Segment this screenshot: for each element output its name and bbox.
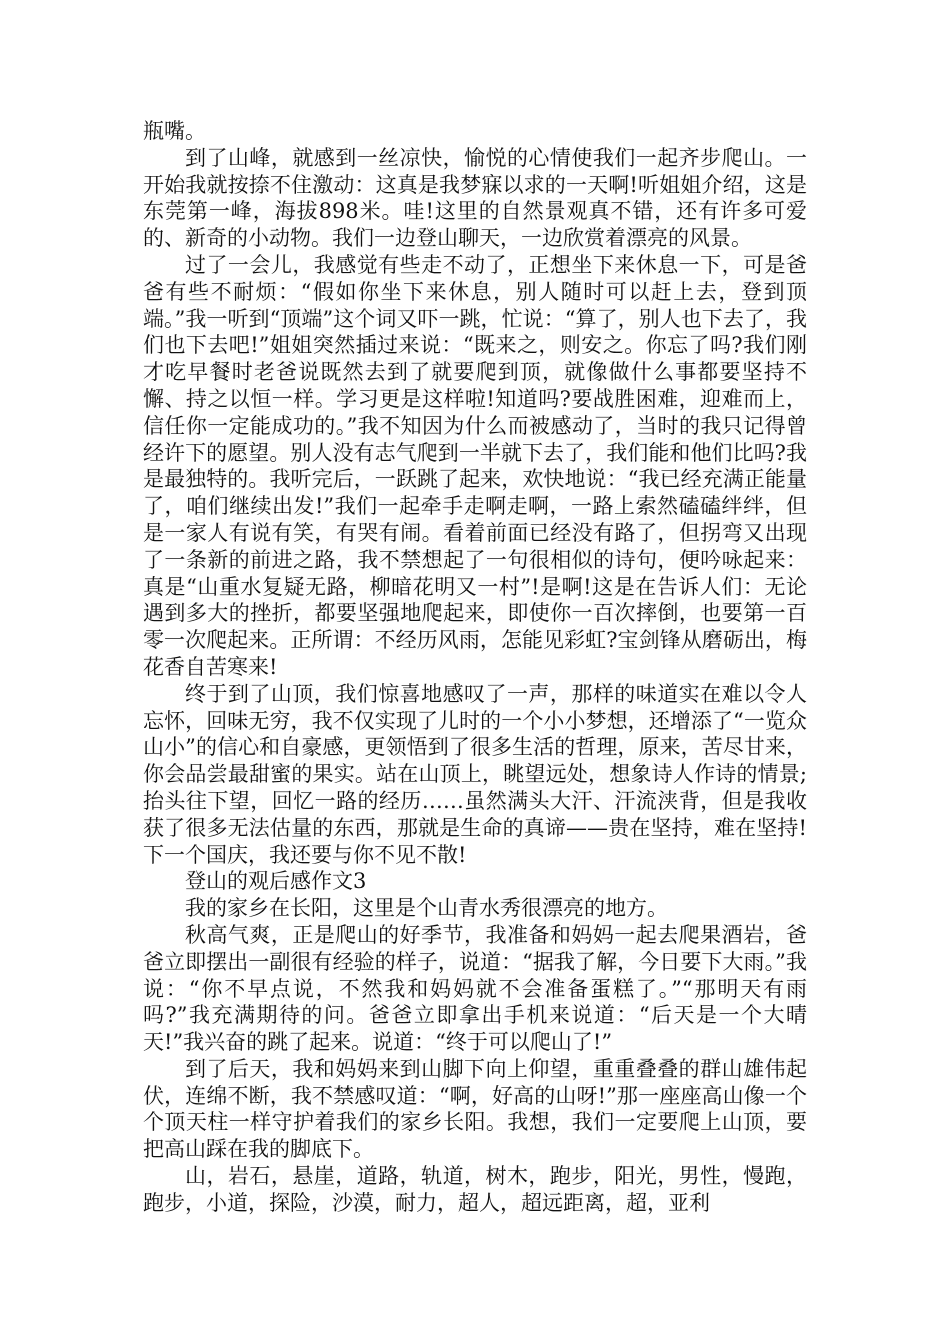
paragraph-2: 到了山峰，就感到一丝凉快，愉悦的心情使我们一起齐步爬山。一开始我就按捺不住激动：这真是我梦寐以求的一天啊!听姐姐介绍，这是东莞第一峰，海拔898米。哇!这里的自然景观真不错，还有许多可爱的、新奇的小动物。我们一边登山聊天，一边欣赏着漂亮的风景。 [143,145,807,251]
paragraph-5: 我的家乡在长阳，这里是个山青水秀很漂亮的地方。 [185,896,668,921]
paragraph-6: 秋高气爽，正是爬山的好季节，我准备和妈妈一起去爬果酒岩，爸爸立即摆出一副很有经验的样子，说道：“据我了解，今日要下大雨。”我说：“你不早点说，不然我和妈妈就不会准备蛋糕了。”“那明天有雨吗?”我充满期待的问。爸爸立即拿出手机来说道：“后天是一个大晴天!”我兴奋的跳了起来。说道：“终于可以爬山了!” [143,922,807,1055]
document-body [143,118,807,1217]
paragraph-8: 山，岩石，悬崖，道路，轨道，树木，跑步，阳光，男性，慢跑，跑步，小道，探险，沙漠，耐力，超人，超远距离，超，亚利 [143,1164,807,1215]
paragraph-7: 到了后天，我和妈妈来到山脚下向上仰望，重重叠叠的群山雄伟起伏，连绵不断，我不禁感叹道：“啊，好高的山呀!”那一座座高山像一个个顶天柱一样守护着我们的家乡长阳。我想，我们一定要爬上山顶，要把高山踩在我的脚底下。 [143,1056,807,1162]
paragraph-1: 瓶嘴。 [143,119,206,143]
paragraph-4: 终于到了山顶，我们惊喜地感叹了一声，那样的味道实在难以令人忘怀，回味无穷，我不仅实现了儿时的一个小小梦想，还增添了“一览众山小”的信心和自豪感，更领悟到了很多生活的哲理，原来，苦尽甘来，你会品尝最甜蜜的果实。站在山顶上，眺望远处，想象诗人作诗的情景;抬头往下望，回忆一路的经历……虽然满头大汗、汗流浃背，但是我收获了很多无法估量的东西，那就是生命的真谛——贵在坚持，难在坚持!下一个国庆，我还要与你不见不散! [143,681,807,867]
paragraph-3: 过了一会儿，我感觉有些走不动了，正想坐下来休息一下，可是爸爸有些不耐烦：“假如你坐下来休息，别人随时可以赶上去，登到顶端。”我一听到“顶端”这个词又吓一跳，忙说：“算了，别人也下去了，我们也下去吧!”姐姐突然插过来说：“既来之，则安之。你忘了吗?我们刚才吃早餐时老爸说既然去到了就要爬到顶，就像做什么事都要坚持不懈、持之以恒一样。学习更是这样啦!知道吗?要战胜困难，迎难而上，信任你一定能成功的。”我不知因为什么而被感动了，当时的我只记得曾经许下的愿望。别人没有志气爬到一半就下去了，我们能和他们比吗?我是最独特的。我听完后，一跃跳了起来，欢快地说：“我已经充满正能量了，咱们继续出发!”我们一起牵手走啊走啊，一路上索然磕磕绊绊，但是一家人有说有笑，有哭有闹。看着前面已经没有路了，但拐弯又出现了一条新的前进之路，我不禁想起了一句很相似的诗句，便吟咏起来：真是“山重水复疑无路，柳暗花明又一村”!是啊!这是在告诉人们：无论遇到多大的挫折，都要坚强地爬起来，即使你一百次摔倒，也要第一百零一次爬起来。正所谓：不经历风雨，怎能见彩虹?宝剑锋从磨砺出，梅花香自苦寒来! [143,252,807,679]
section-heading: 登山的观后感作文3 [185,869,367,894]
